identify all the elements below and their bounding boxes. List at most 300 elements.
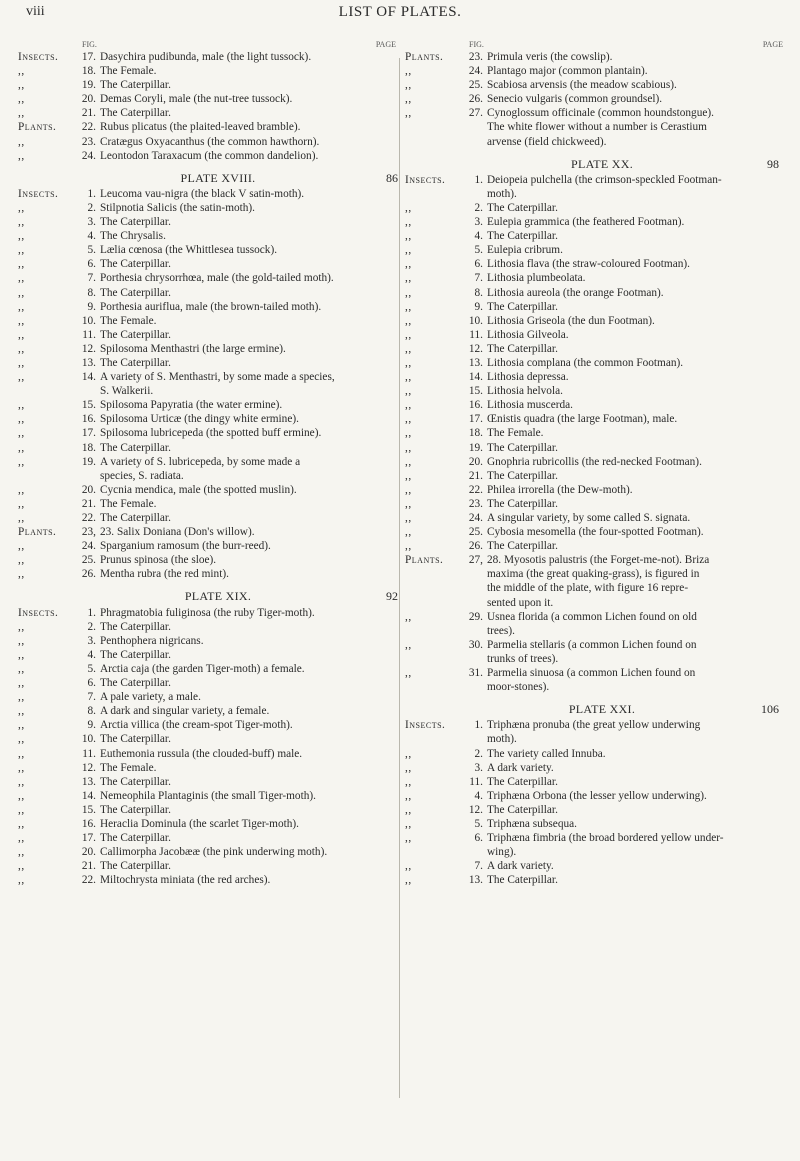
figure-number: 5. [87,244,96,257]
figure-number: 1. [474,719,483,732]
category-label [405,581,467,595]
list-item [405,257,785,271]
list-item [405,652,785,666]
list-item [405,398,785,412]
figure-description: Mentha rubra (the red mint). [100,568,229,581]
category-label: Insects. [18,606,59,619]
figure-description: Lithosia complana (the common Footman). [487,356,684,369]
category-label: ,, [18,427,25,440]
figure-number: 13. [81,356,96,369]
category-label: Insects. [18,51,59,63]
figure-description: The Caterpillar. [100,803,171,816]
category-label: ,, [18,272,25,285]
category-label: Plants. [405,51,444,63]
figure-number: 13. [468,356,483,369]
category-label: ,, [18,79,25,92]
category-label: ,, [405,286,412,299]
figure-description: Spilosoma Urticæ (the dingy white ermine). [100,413,299,426]
list-item [18,511,398,525]
figure-description: The white flower without a number is Cerastium [487,121,707,134]
figure-number: 23, [81,526,96,539]
list-item [405,441,785,455]
list-item [18,690,398,704]
category-label: ,, [405,512,412,524]
list-item [405,775,785,789]
category-label: ,, [18,846,25,859]
category-label: ,, [18,803,25,816]
figure-number: 5. [474,244,483,257]
category-label: Insects. [405,173,446,186]
category-label: ,, [18,733,25,746]
figure-description: Nemeophila Plantaginis (the small Tiger-moth). [100,789,316,802]
category-label: ,, [18,512,25,524]
list-item [18,648,398,662]
figure-number: 13. [81,775,96,788]
figure-description: Callimorpha Jacobææ (the pink underwing moth). [100,846,328,859]
figure-number: 25. [468,526,483,539]
figure-number: 13. [468,874,483,887]
list-item [18,803,398,817]
list-item [18,314,398,328]
figure-description: The variety called Innuba. [487,747,606,760]
figure-number: 12. [468,342,483,355]
figure-description: Stilpnotia Salicis (the satin-moth). [100,201,256,214]
figure-number: 2. [474,201,483,214]
category-label: ,, [405,874,412,887]
list-item [405,271,785,285]
figure-description: The Female. [100,497,157,510]
figure-number: 26. [468,93,483,106]
figure-description: Lithosia muscerda. [487,399,573,412]
list-item [405,680,785,694]
figure-description: moth). [487,733,517,746]
category-label [405,680,467,694]
figure-description: The Caterpillar. [100,79,171,92]
fig-header: FIG. [82,40,97,49]
figure-number: 11. [82,747,96,760]
figure-description: wing). [487,846,517,859]
list-item [18,187,398,201]
category-label: ,, [18,775,25,788]
category-label: ,, [405,860,412,873]
figure-description: Euthemonia russula (the clouded-buff) male. [100,747,303,760]
category-label: ,, [405,328,412,341]
figure-number [467,135,487,149]
list-item [18,257,398,271]
category-label: Plants. [18,121,57,134]
figure-description: The Caterpillar. [487,775,558,788]
list-item [405,873,785,887]
plate-page: 106 [761,702,779,717]
figure-description: The Caterpillar. [100,860,171,873]
page-number: viii [26,4,45,19]
list-item [405,300,785,314]
list-item [18,859,398,873]
figure-number: 25. [468,79,483,92]
figure-description: Lithosia Gilveola. [487,328,569,341]
figure-description: The Caterpillar. [487,300,558,313]
plate-page: 86 [386,170,398,185]
category-label [405,135,467,149]
figure-description: The Caterpillar. [487,803,558,816]
list-item [18,229,398,243]
figure-description: The Caterpillar. [100,648,171,661]
list-item [18,286,398,300]
figure-number: 5. [474,817,483,830]
figure-number: 14. [81,789,96,802]
figure-description: Prunus spinosa (the sloe). [100,554,217,567]
plate-title: PLATE XIX. [184,589,252,604]
figure-description: The Caterpillar. [100,677,171,690]
list-item [405,845,785,859]
category-label: ,, [18,497,25,510]
figure-number: 2. [87,620,96,633]
figure-description: Spilosoma Papyratia (the water ermine). [100,399,283,412]
figure-description: Cratægus Oxyacanthus (the common hawthorn). [100,135,320,148]
list-item [405,789,785,803]
list-item [18,328,398,342]
figure-number: 11. [469,775,483,788]
figure-description: The Caterpillar. [100,258,171,271]
list-item [18,455,398,469]
category-label: ,, [18,832,25,845]
list-item [18,201,398,215]
category-label: ,, [405,230,412,243]
list-item [405,120,785,134]
list-item [405,831,785,845]
category-label: ,, [405,201,412,214]
figure-description: Primula veris (the cowslip). [487,51,613,63]
category-label: ,, [405,526,412,539]
figure-description: A dark variety. [487,860,554,873]
figure-number: 10. [468,314,483,327]
list-item [18,525,398,539]
figure-description: Heraclia Dominula (the scarlet Tiger-moth). [100,817,299,830]
list-item [405,78,785,92]
list-item [18,775,398,789]
list-item [405,539,785,553]
figure-description: Arctia villica (the cream-spot Tiger-moth). [100,719,293,732]
column-header [405,40,785,50]
figure-description: moth). [487,187,517,200]
figure-number: 24. [468,512,483,524]
figure-number: 4. [87,648,96,661]
list-item [18,620,398,634]
figure-number: 7. [474,272,483,285]
figure-description: The Caterpillar. [487,342,558,355]
figure-description: The Female. [100,761,157,774]
plate-heading [18,171,398,185]
list-item [405,64,785,78]
category-label: ,, [405,610,412,623]
figure-number: 11. [469,328,483,341]
column-header [18,40,398,50]
figure-description: Cybosia mesomella (the four-spotted Footman). [487,526,704,539]
figure-number: 7. [474,860,483,873]
list-item [18,662,398,676]
plate-title: PLATE XVIII. [180,170,256,185]
page-header: PAGE [762,40,783,49]
list-item [18,120,398,134]
category-label: ,, [18,258,25,271]
category-label: ,, [18,662,25,675]
category-label: ,, [18,719,25,732]
figure-number: 2. [474,747,483,760]
category-label: ,, [405,832,412,845]
figure-number [467,596,487,610]
category-label [405,845,467,859]
list-item [405,718,785,732]
category-label: ,, [405,399,412,412]
figure-number: 15. [81,399,96,412]
figure-description: Lithosia aureola (the orange Footman). [487,286,664,299]
category-label: Plants. [18,526,57,539]
list-item [18,761,398,775]
figure-description: Lithosia flava (the straw-coloured Footman). [487,258,690,271]
figure-description: Usnea florida (a common Lichen found on old [487,610,697,623]
figure-number: 6. [474,832,483,845]
figure-description: S. Walkerii. [100,385,154,398]
figure-description: Porthesia chrysorrhœa, male (the gold-tailed moth). [100,272,334,285]
list-item [405,187,785,201]
figure-number: 23. [468,51,483,63]
page-header: PAGE [375,40,396,49]
figure-number: 17. [81,832,96,845]
list-item [18,106,398,120]
figure-description: Triphæna Orbona (the lesser yellow underwing). [487,789,707,802]
list-item [405,511,785,525]
list-item [18,469,398,483]
category-label: ,, [18,135,25,148]
list-item [405,328,785,342]
figure-description: arvense (field chickweed). [487,135,607,148]
figure-description: Penthophera nigricans. [100,634,204,647]
figure-description: Plantago major (common plantain). [487,65,648,78]
column-divider [399,58,400,1098]
category-label: ,, [18,789,25,802]
list-item [18,78,398,92]
figure-description: Sparganium ramosum (the burr-reed). [100,540,271,553]
list-item [18,50,398,64]
figure-number: 3. [87,216,96,229]
figure-description: The Caterpillar. [100,286,171,299]
figure-number: 7. [87,272,96,285]
category-label [18,469,80,483]
category-label: ,, [405,667,412,680]
list-item [18,64,398,78]
figure-number: 15. [468,385,483,398]
category-label: ,, [18,761,25,774]
right-column [405,40,785,887]
category-label: ,, [405,79,412,92]
figure-number: 1. [87,187,96,200]
plate-heading [405,702,785,716]
figure-number [467,845,487,859]
list-item [405,638,785,652]
figure-number: 12. [468,803,483,816]
category-label: ,, [405,747,412,760]
figure-description: Phragmatobia fuliginosa (the ruby Tiger-moth). [100,606,315,619]
category-label: ,, [405,817,412,830]
figure-number: 3. [474,216,483,229]
figure-number [467,187,487,201]
figure-number: 4. [474,230,483,243]
figure-number: 3. [474,761,483,774]
figure-description: Rubus plicatus (the plaited-leaved bramble). [100,121,301,134]
figure-number: 21. [81,497,96,510]
category-label [405,652,467,666]
list-item [18,789,398,803]
figure-description: sented upon it. [487,596,554,609]
figure-number [467,120,487,134]
figure-description: The Caterpillar. [487,540,558,553]
category-label: ,, [405,300,412,313]
list-item [405,215,785,229]
figure-description: Eulepia grammica (the feathered Footman). [487,216,685,229]
figure-description: Gnophria rubricollis (the red-necked Footman). [487,455,702,468]
figure-number: 14. [81,371,96,384]
figure-number: 8. [87,286,96,299]
list-item [405,243,785,257]
list-item [18,92,398,106]
category-label: ,, [18,691,25,704]
figure-description: Spilosoma Menthastri (the large ermine). [100,342,286,355]
category-label: ,, [405,497,412,510]
plate-page: 98 [767,156,779,171]
list-item [18,412,398,426]
list-item [405,356,785,370]
category-label: ,, [18,244,25,257]
figure-description: Demas Coryli, male (the nut-tree tussock). [100,93,293,106]
list-item [18,845,398,859]
figure-number: 25. [81,554,96,567]
fig-header: FIG. [469,40,484,49]
figure-description: The Caterpillar. [100,775,171,788]
category-label: ,, [18,483,25,496]
figure-description: The Caterpillar. [487,441,558,454]
figure-number: 6. [474,258,483,271]
figure-number: 19. [81,79,96,92]
figure-description: maxima (the great quaking-grass), is figured in [487,568,700,581]
figure-number: 7. [87,691,96,704]
list-item [405,201,785,215]
figure-description: Cynoglossum officinale (common houndstongue). [487,107,714,120]
figure-description: The Caterpillar. [100,216,171,229]
list-item [405,455,785,469]
list-item [18,271,398,285]
figure-number: 21. [81,860,96,873]
figure-description: Lithosia Griseola (the dun Footman). [487,314,655,327]
category-label: ,, [18,328,25,341]
figure-description: moor-stones). [487,681,550,694]
figure-description: Porthesia auriflua, male (the brown-tailed moth). [100,300,322,313]
category-label: ,, [18,356,25,369]
category-label: ,, [405,65,412,78]
figure-description: Miltochrysta miniata (the red arches). [100,874,271,887]
figure-description: A variety of S. lubricepeda, by some made a [100,455,301,468]
figure-description: trunks of trees). [487,652,559,665]
figure-number: 19. [81,455,96,468]
figure-number: 20. [81,846,96,859]
figure-description: The Caterpillar. [100,441,171,454]
figure-description: The Caterpillar. [487,469,558,482]
category-label [405,596,467,610]
category-label: ,, [18,230,25,243]
category-label: ,, [18,874,25,887]
category-label: ,, [405,342,412,355]
figure-number [80,469,100,483]
list-item [18,370,398,384]
figure-number: 15. [81,803,96,816]
list-item [405,553,785,567]
list-item [405,666,785,680]
figure-description: The Caterpillar. [100,356,171,369]
list-item [405,817,785,831]
figure-number: 16. [81,817,96,830]
category-label: ,, [18,554,25,567]
category-label: ,, [405,441,412,454]
figure-number: 17. [81,51,96,63]
list-item [18,342,398,356]
category-label: ,, [18,413,25,426]
figure-description: Dasychira pudibunda, male (the light tussock). [100,51,312,63]
figure-description: The Caterpillar. [100,107,171,120]
list-item [405,596,785,610]
figure-number: 24. [468,65,483,78]
figure-number: 1. [87,606,96,619]
list-item [18,398,398,412]
figure-number: 8. [474,286,483,299]
category-label: ,, [18,286,25,299]
list-item [405,314,785,328]
figure-description: Lithosia plumbeolata. [487,272,586,285]
category-label: ,, [405,272,412,285]
category-label: ,, [18,455,25,468]
figure-number: 27, [468,554,483,567]
category-label: Plants. [405,554,444,567]
list-item [405,106,785,120]
category-label: ,, [18,747,25,760]
category-label: ,, [18,399,25,412]
figure-description: A singular variety, by some called S. signata. [487,512,691,524]
figure-description: Parmelia stellaris (a common Lichen found on [487,638,697,651]
list-item [405,229,785,243]
figure-number: 20. [81,93,96,106]
figure-number: 10. [81,733,96,746]
figure-description: The Caterpillar. [100,733,171,746]
category-label: ,, [18,314,25,327]
figure-number: 8. [87,705,96,718]
category-label: ,, [18,705,25,718]
figure-description: The Caterpillar. [487,230,558,243]
category-label: ,, [18,568,25,581]
category-label: ,, [405,789,412,802]
list-item [18,497,398,511]
figure-number: 9. [87,719,96,732]
figure-number: 24. [81,149,96,162]
category-label: ,, [18,677,25,690]
running-title: LIST OF PLATES. [338,4,462,20]
category-label: ,, [18,860,25,873]
list-item [18,300,398,314]
figure-number: 10. [81,314,96,327]
list-item [405,525,785,539]
figure-description: Triphæna fimbria (the broad bordered yellow under- [487,832,724,845]
category-label: ,, [18,817,25,830]
figure-number [80,384,100,398]
category-label: ,, [405,216,412,229]
list-item [405,497,785,511]
